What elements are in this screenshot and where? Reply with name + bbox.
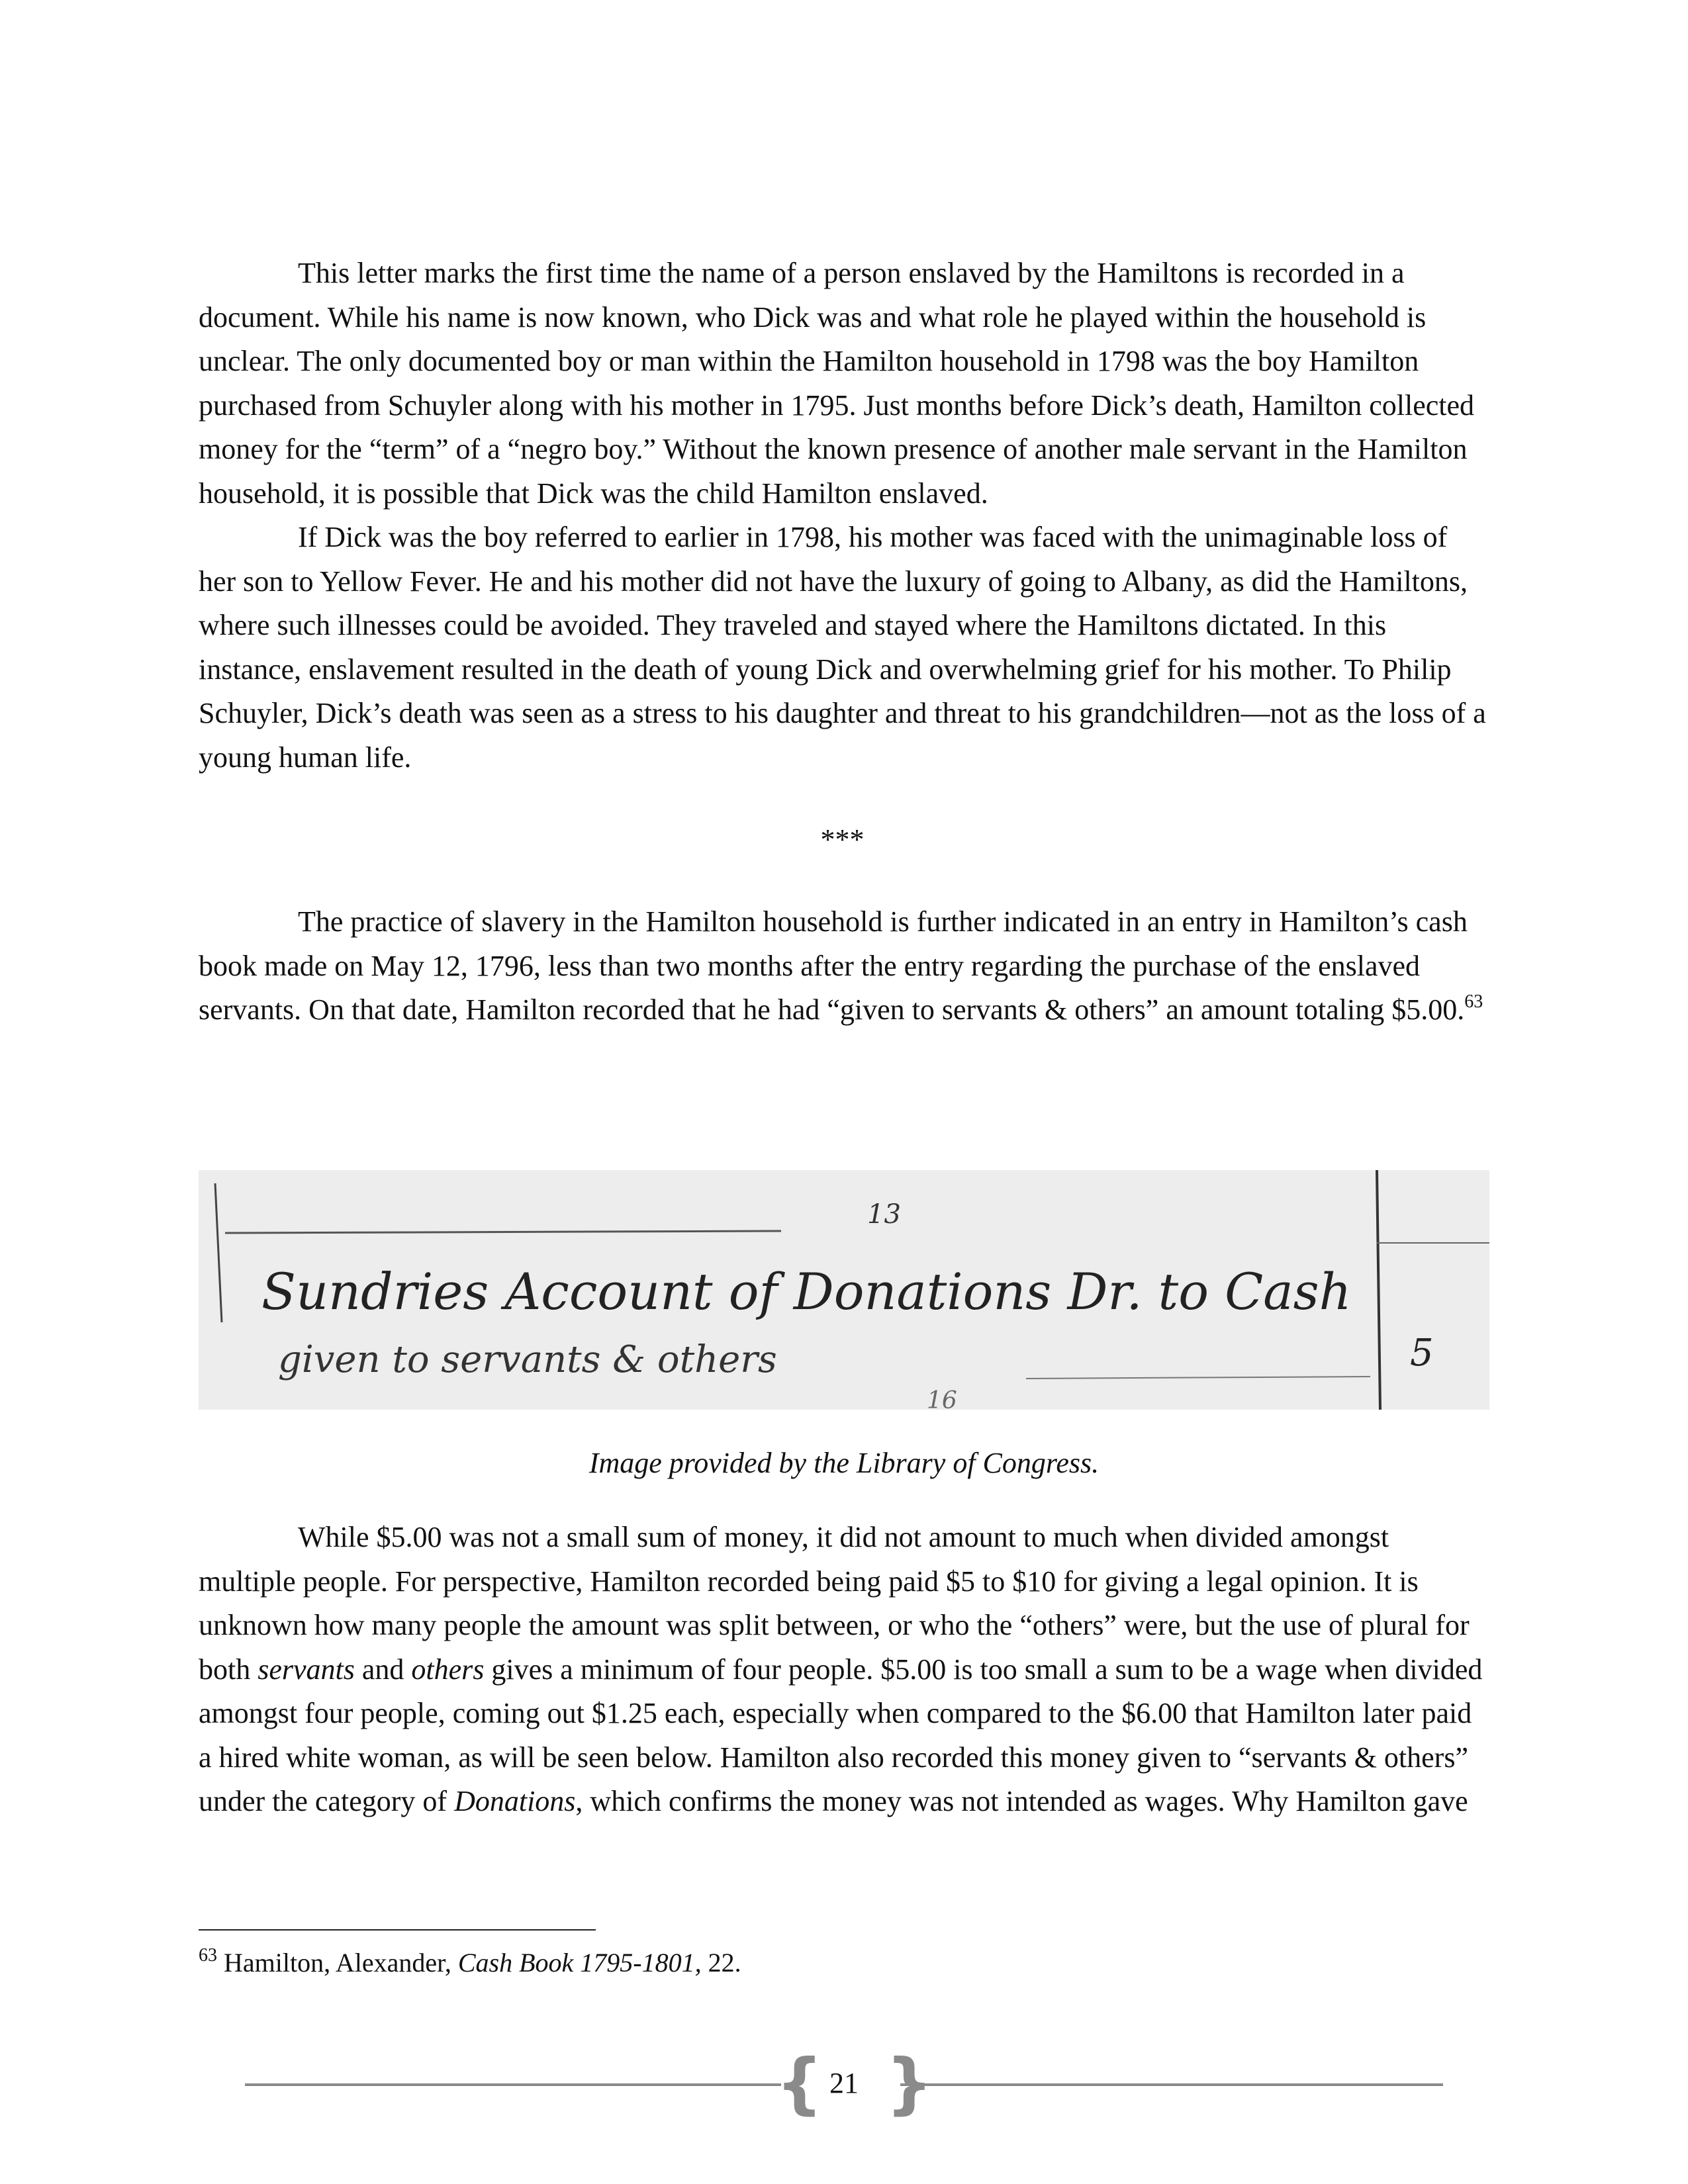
footer-rule-left bbox=[245, 2083, 781, 2086]
handwriting-bottom-number: 16 bbox=[927, 1387, 957, 1410]
footer-rule-right bbox=[900, 2083, 1443, 2086]
paragraph-2: If Dick was the boy referred to earlier in 1798, his mother was faced with the unimaginable loss of her son to Yellow Fever. He and his mother did not have the luxury of going to Albany, as did the Hamiltons, where such illnesses could be avoided. They traveled and stayed where the Hamiltons dictated. In this instance, enslavement resulted in the death of young Dick and overwhelming grief for his mother. To Philip Schuyler, Dick’s death was seen as a stress to his daughter and threat to his grandchildren—not as the loss of a young human life. bbox=[199, 521, 1486, 774]
paragraph-4-part-3: , which confirms the money was not intended as wages. Why Hamilton gave bbox=[575, 1785, 1468, 1817]
emphasis-others: others bbox=[411, 1653, 485, 1686]
handwriting-amount: 5 bbox=[1410, 1332, 1434, 1375]
paragraph-4-part-2: gives a minimum of four people. $5.00 is too small a sum to be a wage when divided amongst four people, coming out $1.25 each, especially when compared to the $6.00 that Hamilton later paid a hired white woman, as will be seen below. Hamilton also recorded this money given to “servants & others” under the category of bbox=[199, 1653, 1483, 1817]
footnote-63 bbox=[199, 1944, 741, 1981]
handwriting-line-2: given to servants & others bbox=[278, 1338, 777, 1381]
footnote-reference[interactable]: 63 bbox=[1464, 991, 1483, 1012]
cash-book-image bbox=[199, 1170, 1489, 1410]
section-break: *** bbox=[820, 823, 865, 856]
main-text bbox=[199, 251, 1486, 1032]
paragraph-4-part-1: While $5.00 was not a small sum of money, it did not amount to much when divided amongst multiple people. For perspective, Hamilton recorded being paid $5 to $10 for giving a legal opinion. It is unknown how many people the amount was split between, or who the “others” were, but the use of plural for both bbox=[199, 1521, 1470, 1686]
page-number: 21 bbox=[829, 2067, 859, 2099]
paragraph-3 bbox=[199, 900, 1486, 1032]
footnote-divider bbox=[199, 1929, 596, 1931]
paragraph-4 bbox=[199, 1516, 1486, 1824]
footnote-number: 63 bbox=[199, 1945, 217, 1966]
paragraph-4-and: and bbox=[354, 1653, 412, 1686]
figure-caption: Image provided by the Library of Congress. bbox=[588, 1447, 1100, 1479]
footnote-text-part-1: Hamilton, Alexander, bbox=[217, 1948, 458, 1978]
emphasis-servants: servants bbox=[258, 1653, 355, 1686]
handwritten-ledger-image bbox=[199, 1170, 1489, 1410]
paragraph-1: This letter marks the first time the name of a person enslaved by the Hamiltons is recorded in a document. While his name is now known, who Dick was and what role he played within the household is unclear. The only documented boy or man within the Hamilton household in 1798 was the boy Hamilton purchased from Schuyler along with his mother in 1795. Just months before Dick’s death, Hamilton collected money for the “term” of a “negro boy.” Without the known presence of another male servant in the Hamilton household, it is possible that Dick was the child Hamilton enslaved. bbox=[199, 257, 1475, 510]
handwriting-line-1: Sundries Account of Donations Dr. to Cash bbox=[261, 1262, 1352, 1321]
paragraph-3-text: The practice of slavery in the Hamilton household is further indicated in an entry in Hamilton’s cash book made on May 12, 1796, less than two months after the entry regarding the purchase of the enslaved servants. On that date, Hamilton recorded that he had “given to servants & others” an amount totaling $5.00. bbox=[199, 905, 1468, 1026]
footer-bracket-right-icon: } bbox=[886, 2044, 933, 2122]
main-text-continued bbox=[199, 1516, 1486, 1824]
handwriting-top-number: 13 bbox=[867, 1199, 901, 1230]
footer-bracket-left-icon: { bbox=[776, 2044, 823, 2122]
emphasis-donations: Donations bbox=[454, 1785, 576, 1817]
footnote-text-part-2: 22. bbox=[701, 1948, 741, 1978]
footnote-title: Cash Book 1795-1801, bbox=[457, 1948, 702, 1978]
